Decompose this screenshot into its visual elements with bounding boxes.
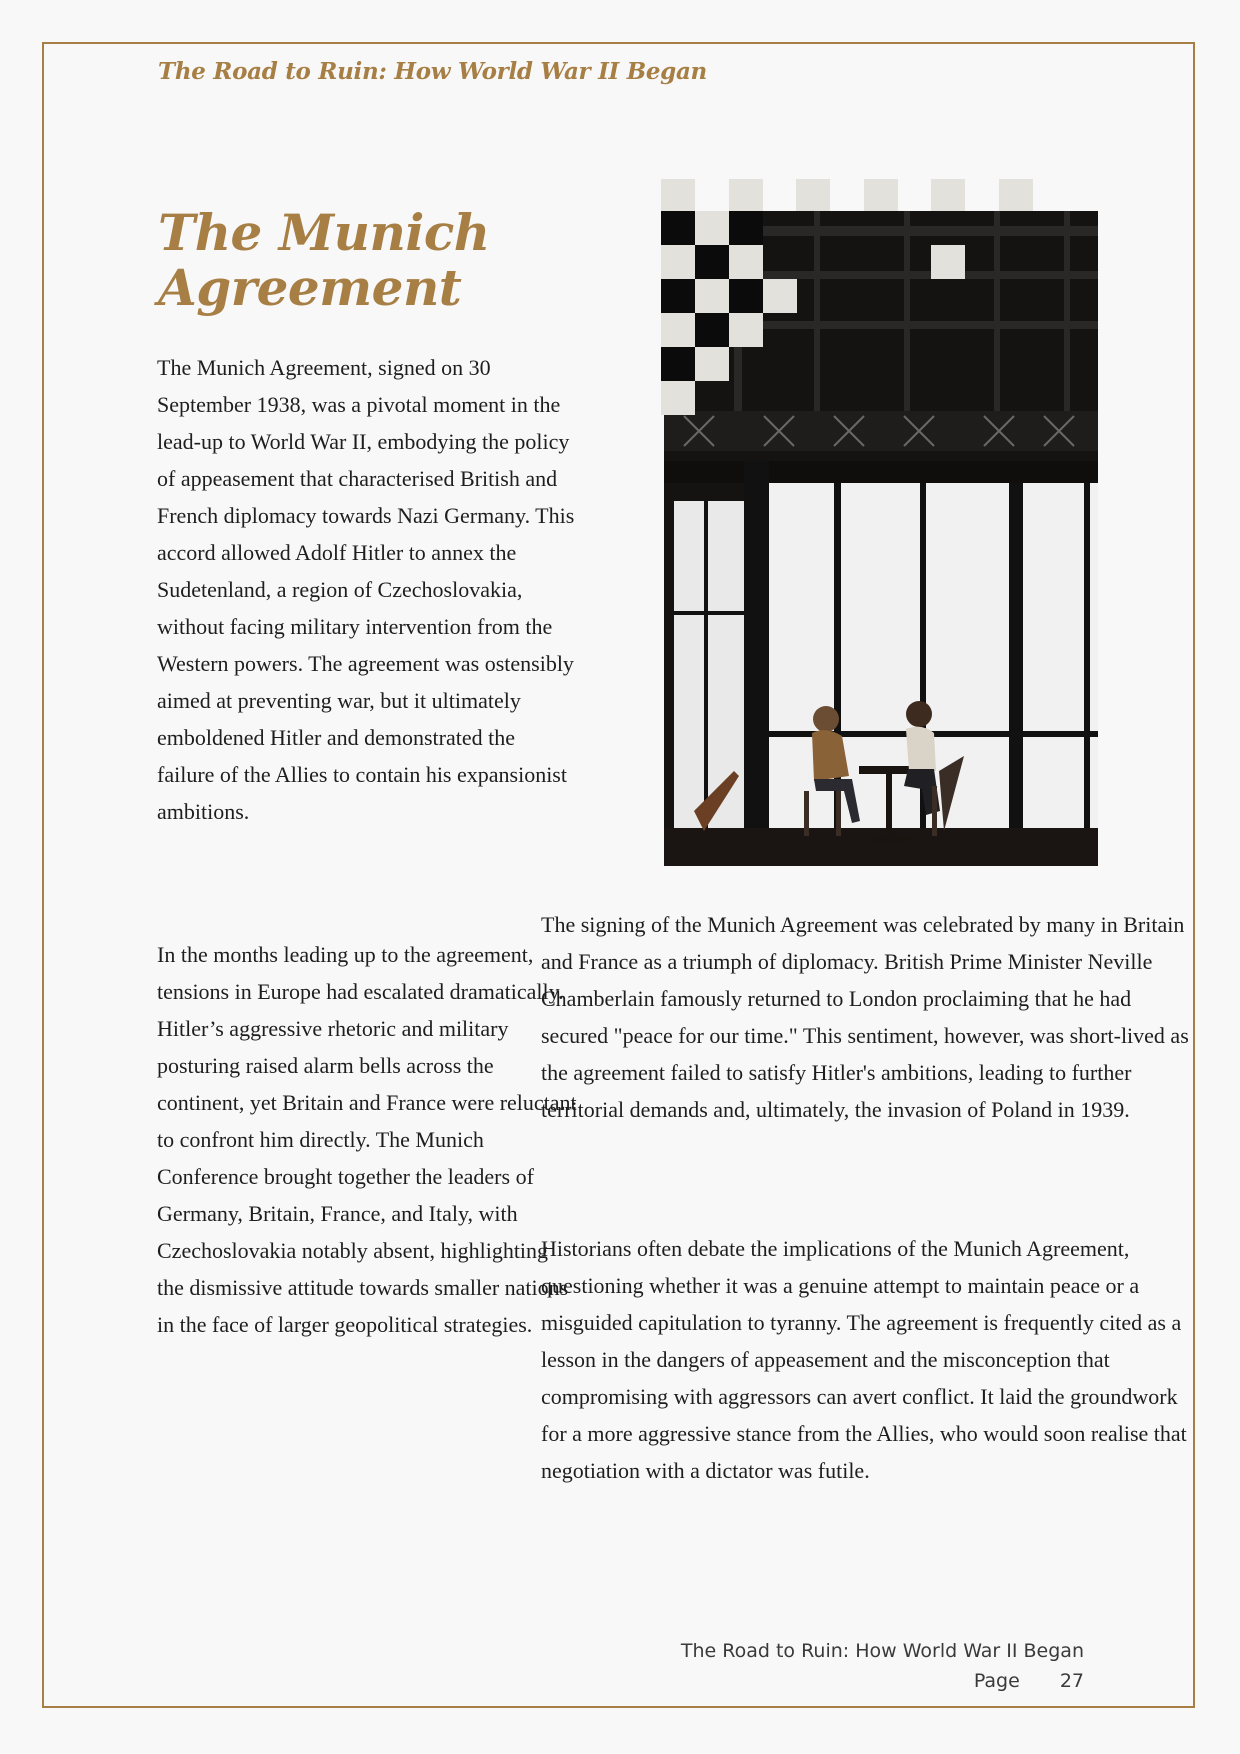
page-number: 27 [1059,1670,1084,1692]
article-title: The Munich Agreement [158,203,490,317]
page-label: Page [973,1670,1020,1692]
paragraph-background: In the months leading up to the agreement, tensions in Europe had escalated dramatically. Hitler’s aggressive rhetoric and military posturing raised alarm bells across the continent, yet Britain and France were reluctant to confront him directly. The Munich Conference brought together the leaders of Germany, Britain, France, and Italy, with Czechoslovakia notably absent, highlighting the dismissive attitude towards smaller nations in the face of larger geopolitical strategies. [157,942,577,1337]
paragraph-legacy: Historians often debate the implications of the Munich Agreement, questioning whether it was a genuine attempt to maintain peace or a misguided capitulation to tyranny. The agreement is frequently cited as a lesson in the dangers of appeasement and the misconception that compromising with aggressors can avert conflict. It laid the groundwork for a more aggressive stance from the Allies, who would soon realise that negotiation with a dictator was futile. [541,1236,1187,1483]
footer-title: The Road to Ruin: How World War II Began [680,1640,1084,1662]
running-header: The Road to Ruin: How World War II Began [158,58,707,85]
footer-page [974,1670,1084,1692]
paragraph-intro: The Munich Agreement, signed on 30 September 1938, was a pivotal moment in the lead-up to World War II, embodying the policy of appeasement that characterised British and French diplomacy towards Nazi Germany. This accord allowed Adolf Hitler to annex the Sudetenland, a region of Czechoslovakia, without facing military intervention from the Western powers. The agreement was ostensibly aimed at preventing war, but it ultimately emboldened Hitler and demonstrated the failure of the Allies to contain his expansionist ambitions. [157,355,575,824]
paragraph-reception: The signing of the Munich Agreement was celebrated by many in Britain and France as a triumph of diplomacy. British Prime Minister Neville Chamberlain famously returned to London proclaiming that he had secured "peace for our time." This sentiment, however, was short-lived as the agreement failed to satisfy Hitler's ambitions, leading to further territorial demands and, ultimately, the invasion of Poland in 1939. [541,912,1189,1122]
